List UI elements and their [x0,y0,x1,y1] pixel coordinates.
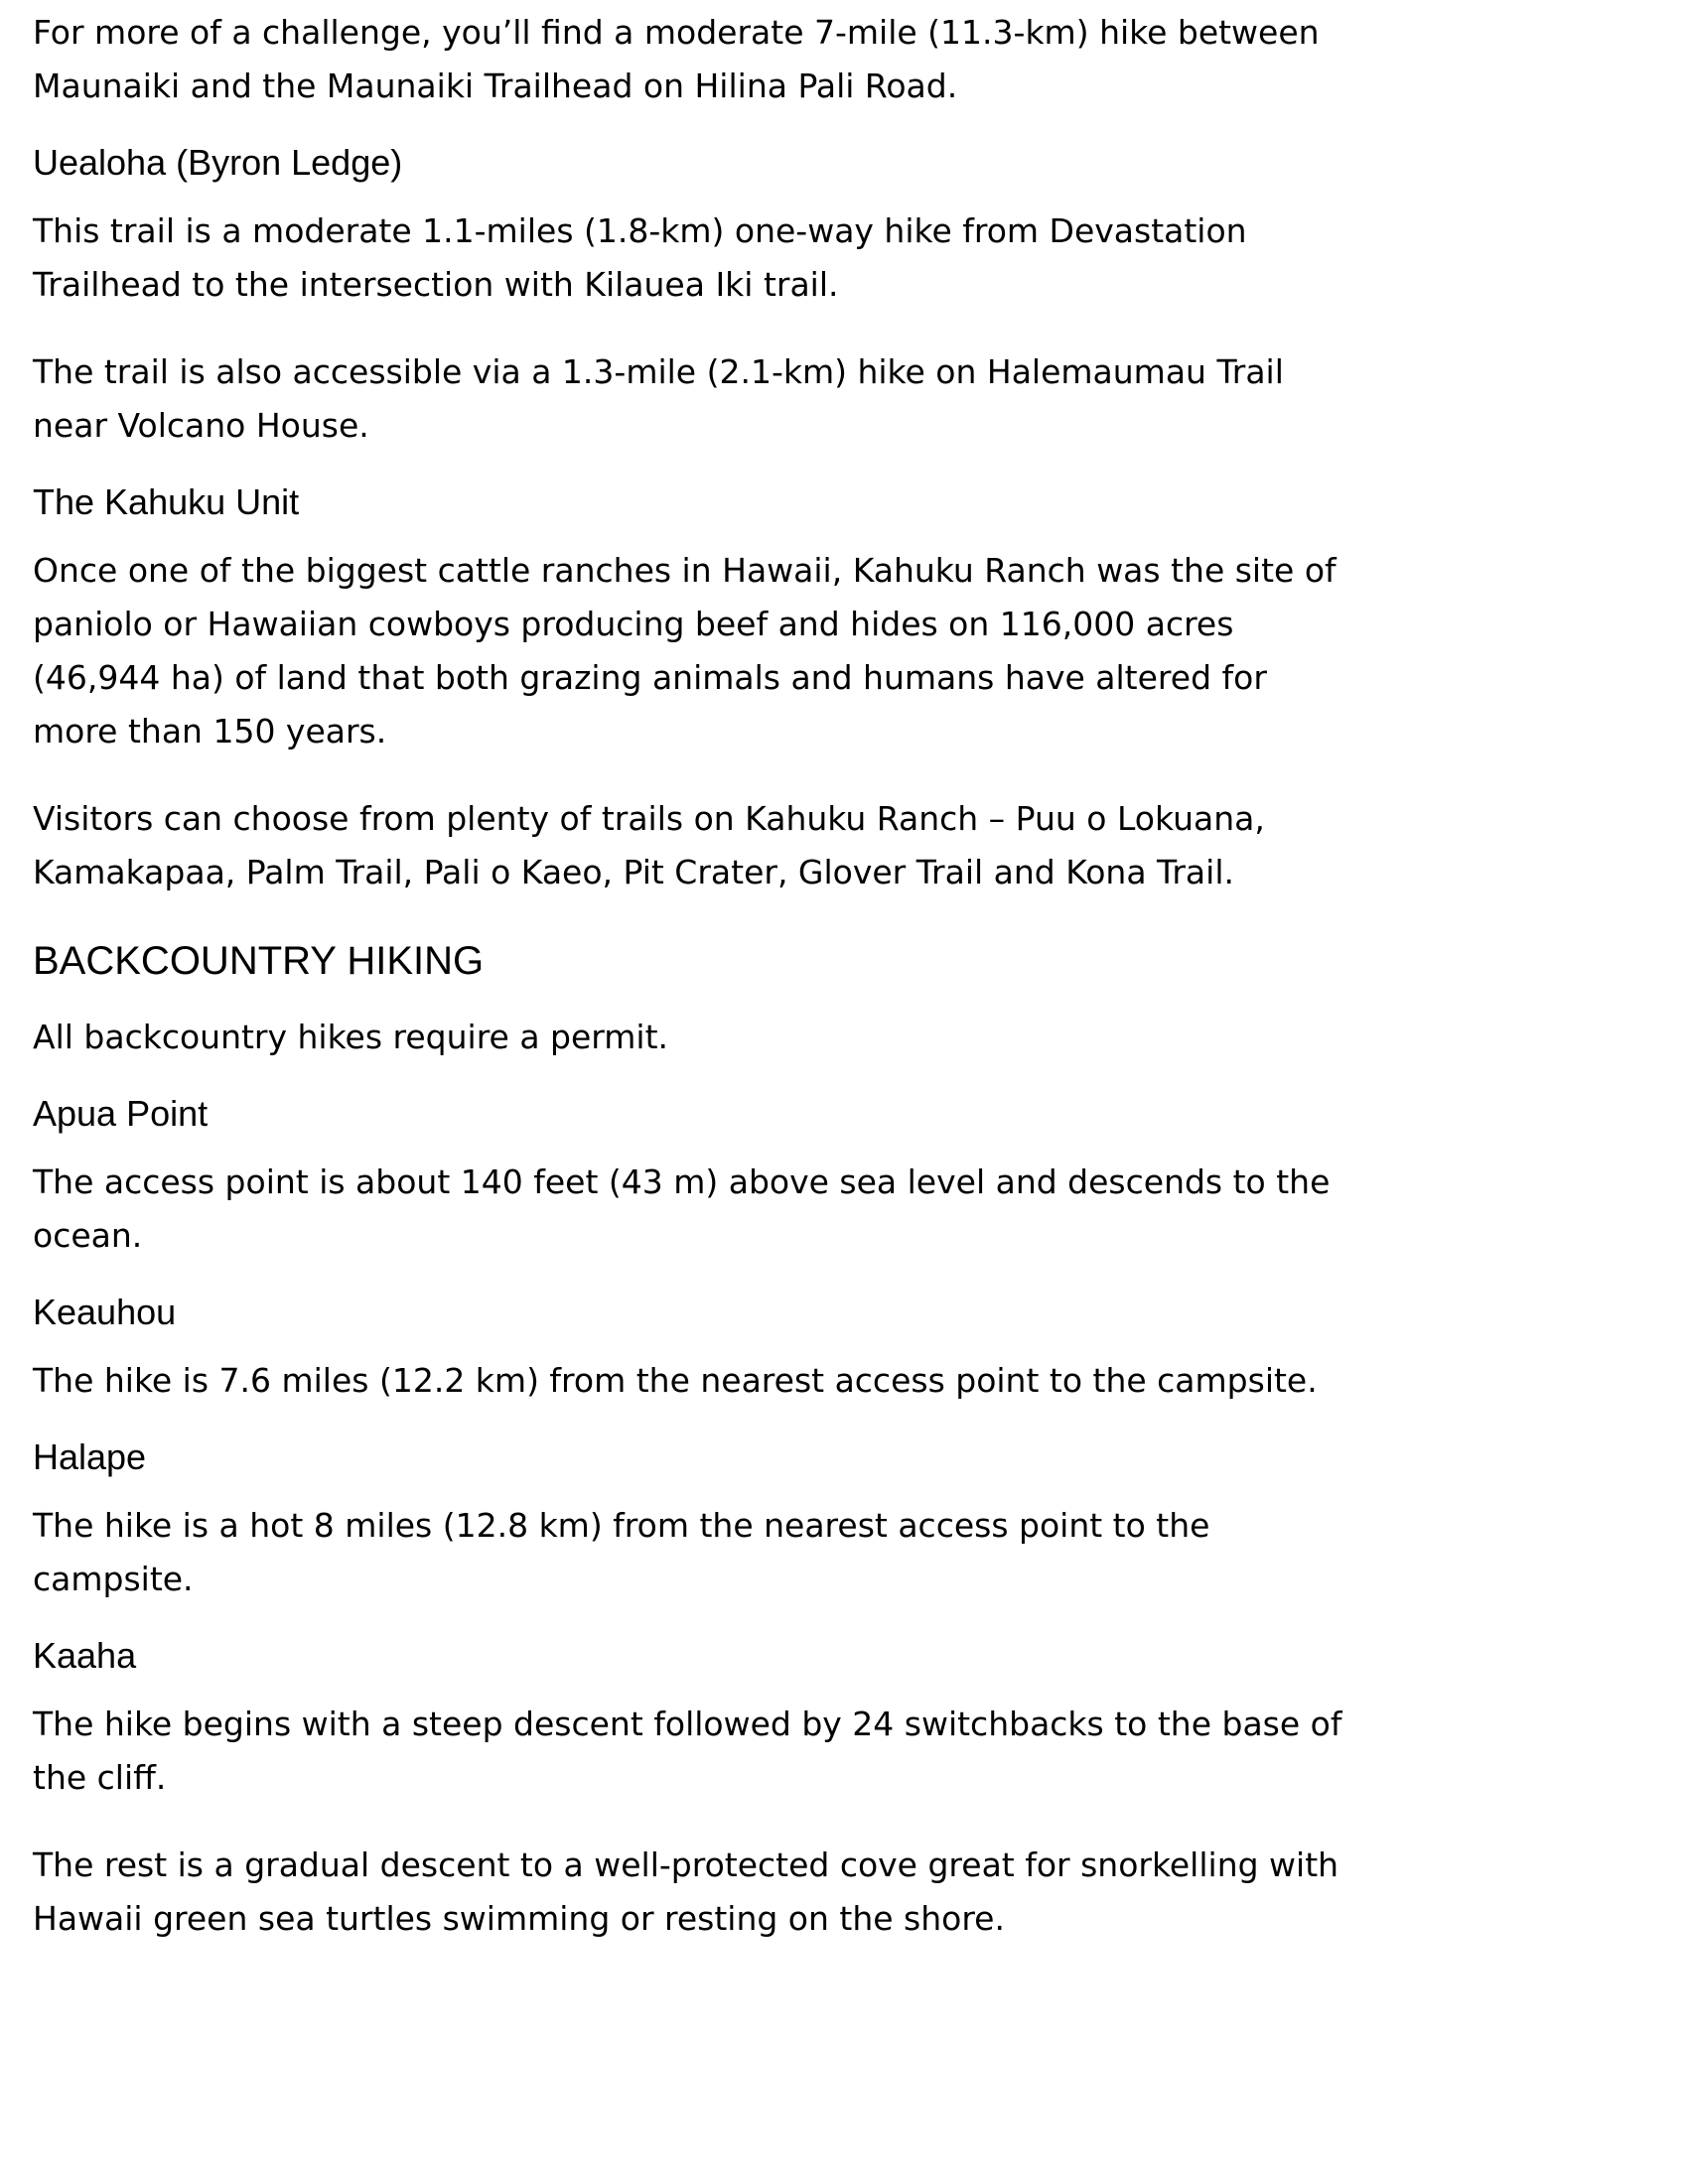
paragraph-kahuku-history: Once one of the biggest cattle ranches in Hawaii, Kahuku Ranch was the site of paniolo or Hawaiian cowboys producing beef and hides on 116,000 acres (46,944 ha) of land that both grazing animals and humans have altered for more than 150 years. [33,551,1336,751]
paragraph-kahuku-trails: Visitors can choose from plenty of trails on Kahuku Ranch – Puu o Lokuana, Kamakapaa, Palm Trail, Pali o Kaeo, Pit Crater, Glover Trail and Kona Trail. [33,799,1265,891]
paragraph-maunaiki-challenge: For more of a challenge, you’ll find a moderate 7-mile (11.3-km) hike between Maunaiki and the Maunaiki Trailhead on Hilina Pali Road. [33,13,1320,105]
paragraph-uealoha-access: The trail is also accessible via a 1.3-mile (2.1-km) hike on Halemaumau Trail near Volcano House. [33,352,1284,445]
heading-apua-point: Apua Point [33,1093,209,1134]
heading-backcountry-hiking: BACKCOUNTRY HIKING [33,939,485,983]
paragraph-permit: All backcountry hikes require a permit. [33,1018,669,1056]
paragraph-kaaha-cove: The rest is a gradual descent to a well-protected cove great for snorkelling with Hawaii green sea turtles swimming or resting on the shore. [33,1845,1339,1938]
heading-halape: Halape [33,1436,147,1477]
heading-uealoha: Uealoha (Byron Ledge) [33,142,403,183]
article-body [33,0,1353,1946]
heading-kahuku-unit: The Kahuku Unit [33,481,300,522]
paragraph-uealoha-trail: This trail is a moderate 1.1-miles (1.8-km) one-way hike from Devastation Trailhead to the intersection with Kilauea Iki trail. [33,211,1247,304]
paragraph-keauhou: The hike is 7.6 miles (12.2 km) from the nearest access point to the campsite. [33,1361,1318,1400]
heading-kaaha: Kaaha [33,1635,137,1676]
heading-keauhou: Keauhou [33,1292,177,1332]
paragraph-halape: The hike is a hot 8 miles (12.8 km) from the nearest access point to the campsite. [33,1506,1210,1598]
paragraph-apua-point: The access point is about 140 feet (43 m) above sea level and descends to the ocean. [33,1162,1331,1255]
paragraph-kaaha-descent: The hike begins with a steep descent followed by 24 switchbacks to the base of the cliff. [33,1705,1342,1797]
